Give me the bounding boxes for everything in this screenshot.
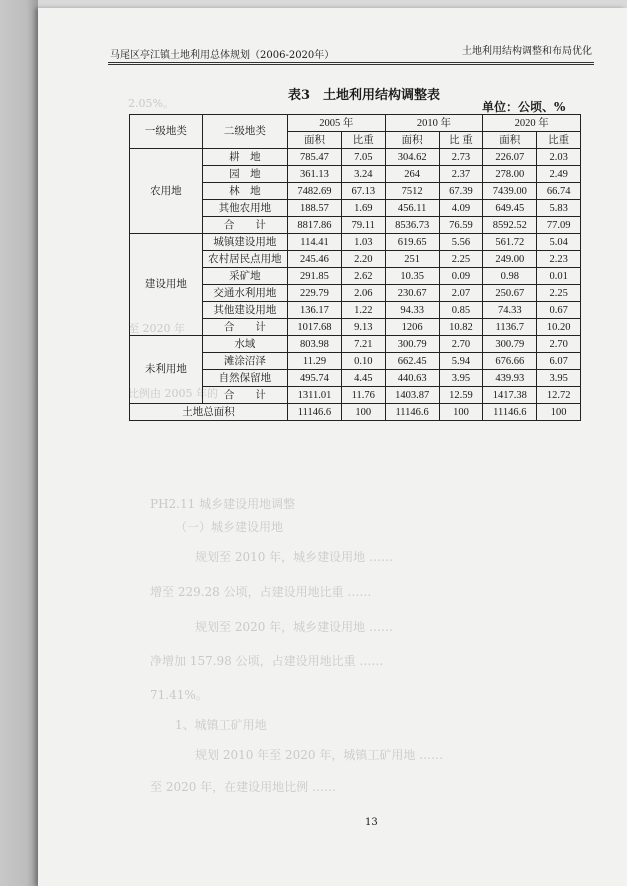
table-row bbox=[130, 336, 581, 353]
ratio-cell: 3.24 bbox=[341, 166, 385, 183]
ratio-cell: 0.09 bbox=[439, 268, 483, 285]
ratio-cell: 3.95 bbox=[439, 370, 483, 387]
ratio-cell: 67.39 bbox=[439, 183, 483, 200]
header-area-2020: 面积 bbox=[483, 132, 537, 149]
ratio-cell: 2.03 bbox=[537, 149, 581, 166]
ratio-cell: 76.59 bbox=[439, 217, 483, 234]
area-cell: 1403.87 bbox=[385, 387, 439, 404]
area-cell: 1311.01 bbox=[287, 387, 341, 404]
ratio-cell: 2.37 bbox=[439, 166, 483, 183]
ratio-cell: 2.06 bbox=[341, 285, 385, 302]
ratio-cell: 4.09 bbox=[439, 200, 483, 217]
total-ratio-cell: 100 bbox=[537, 404, 581, 421]
bleed-through-text: 净增加 157.98 公顷，占建设用地比重 …… bbox=[150, 654, 384, 668]
area-cell: 136.17 bbox=[287, 302, 341, 319]
ratio-cell: 9.13 bbox=[341, 319, 385, 336]
area-cell: 304.62 bbox=[385, 149, 439, 166]
table-unit: 单位：公顷、% bbox=[482, 100, 566, 114]
subcategory-cell: 园 地 bbox=[202, 166, 287, 183]
header-year-2010: 2010 年 bbox=[385, 115, 483, 132]
area-cell: 7439.00 bbox=[483, 183, 537, 200]
area-cell: 300.79 bbox=[483, 336, 537, 353]
bleed-through-text: 至 2020 年，在建设用地比例 …… bbox=[150, 780, 336, 794]
bleed-through-text: 规划 2010 年至 2020 年，城镇工矿用地 …… bbox=[195, 748, 444, 762]
area-cell: 278.00 bbox=[483, 166, 537, 183]
area-cell: 10.35 bbox=[385, 268, 439, 285]
ratio-cell: 7.05 bbox=[341, 149, 385, 166]
ratio-cell: 0.01 bbox=[537, 268, 581, 285]
bleed-through-text: PH2.11 城乡建设用地调整 bbox=[150, 497, 296, 511]
ratio-cell: 1.03 bbox=[341, 234, 385, 251]
ratio-cell: 6.07 bbox=[537, 353, 581, 370]
category-cell: 建设用地 bbox=[130, 234, 203, 336]
area-cell: 251 bbox=[385, 251, 439, 268]
bleed-through-text: 至 2020 年 bbox=[128, 322, 185, 335]
area-cell: 300.79 bbox=[385, 336, 439, 353]
header-ratio-2005: 比重 bbox=[341, 132, 385, 149]
subcategory-cell: 交通水利用地 bbox=[202, 285, 287, 302]
area-cell: 1136.7 bbox=[483, 319, 537, 336]
ratio-cell: 77.09 bbox=[537, 217, 581, 234]
ratio-cell: 11.76 bbox=[341, 387, 385, 404]
total-area-cell: 11146.6 bbox=[483, 404, 537, 421]
subcategory-cell: 农村居民点用地 bbox=[202, 251, 287, 268]
ratio-cell: 5.04 bbox=[537, 234, 581, 251]
area-cell: 0.98 bbox=[483, 268, 537, 285]
ratio-cell: 2.70 bbox=[537, 336, 581, 353]
ratio-cell: 2.49 bbox=[537, 166, 581, 183]
ratio-cell: 12.72 bbox=[537, 387, 581, 404]
ratio-cell: 67.13 bbox=[341, 183, 385, 200]
page-header bbox=[110, 42, 592, 62]
bleed-through-text: 1、城镇工矿用地 bbox=[175, 718, 267, 732]
subcategory-cell: 其他建设用地 bbox=[202, 302, 287, 319]
bleed-through-text: 2.05%。 bbox=[128, 97, 174, 110]
total-ratio-cell: 100 bbox=[439, 404, 483, 421]
subcategory-cell: 采矿地 bbox=[202, 268, 287, 285]
bleed-through-text: 规划至 2020 年，城乡建设用地 …… bbox=[195, 620, 393, 634]
area-cell: 439.93 bbox=[483, 370, 537, 387]
area-cell: 230.67 bbox=[385, 285, 439, 302]
page-binding-shadow bbox=[0, 0, 38, 886]
bleed-through-text: （一）城乡建设用地 bbox=[175, 520, 284, 534]
ratio-cell: 0.85 bbox=[439, 302, 483, 319]
ratio-cell: 79.11 bbox=[341, 217, 385, 234]
area-cell: 361.13 bbox=[287, 166, 341, 183]
area-cell: 456.11 bbox=[385, 200, 439, 217]
ratio-cell: 1.22 bbox=[341, 302, 385, 319]
total-ratio-cell: 100 bbox=[341, 404, 385, 421]
area-cell: 495.74 bbox=[287, 370, 341, 387]
area-cell: 291.85 bbox=[287, 268, 341, 285]
subcategory-cell: 合 计 bbox=[202, 217, 287, 234]
header-rule bbox=[108, 62, 594, 65]
subcategory-cell: 耕 地 bbox=[202, 149, 287, 166]
ratio-cell: 5.56 bbox=[439, 234, 483, 251]
total-label: 土地总面积 bbox=[130, 404, 288, 421]
ratio-cell: 0.67 bbox=[537, 302, 581, 319]
area-cell: 785.47 bbox=[287, 149, 341, 166]
area-cell: 619.65 bbox=[385, 234, 439, 251]
subcategory-cell: 其他农用地 bbox=[202, 200, 287, 217]
area-cell: 74.33 bbox=[483, 302, 537, 319]
table-title: 表3 土地利用结构调整表 bbox=[288, 88, 441, 103]
area-cell: 11.29 bbox=[287, 353, 341, 370]
area-cell: 7512 bbox=[385, 183, 439, 200]
table-row bbox=[130, 149, 581, 166]
area-cell: 114.41 bbox=[287, 234, 341, 251]
subcategory-cell: 合 计 bbox=[202, 387, 287, 404]
area-cell: 7482.69 bbox=[287, 183, 341, 200]
ratio-cell: 5.94 bbox=[439, 353, 483, 370]
ratio-cell: 10.20 bbox=[537, 319, 581, 336]
category-cell: 未利用地 bbox=[130, 336, 203, 404]
area-cell: 561.72 bbox=[483, 234, 537, 251]
header-ratio-2020: 比重 bbox=[537, 132, 581, 149]
subcategory-cell: 水域 bbox=[202, 336, 287, 353]
category-cell: 农用地 bbox=[130, 149, 203, 234]
area-cell: 662.45 bbox=[385, 353, 439, 370]
header-document-title: 马尾区亭江镇土地利用总体规划（2006-2020年） bbox=[110, 50, 335, 61]
area-cell: 8536.73 bbox=[385, 217, 439, 234]
area-cell: 649.45 bbox=[483, 200, 537, 217]
area-cell: 264 bbox=[385, 166, 439, 183]
ratio-cell: 2.07 bbox=[439, 285, 483, 302]
header-area-2005: 面积 bbox=[287, 132, 341, 149]
header-level2: 二级地类 bbox=[202, 115, 287, 149]
ratio-cell: 2.70 bbox=[439, 336, 483, 353]
page-number: 13 bbox=[365, 817, 378, 828]
total-area-cell: 11146.6 bbox=[385, 404, 439, 421]
ratio-cell: 10.82 bbox=[439, 319, 483, 336]
ratio-cell: 0.10 bbox=[341, 353, 385, 370]
bleed-through-text: 比例由 2005 年的 bbox=[128, 387, 218, 400]
area-cell: 249.00 bbox=[483, 251, 537, 268]
header-year-2020: 2020 年 bbox=[483, 115, 581, 132]
ratio-cell: 2.62 bbox=[341, 268, 385, 285]
ratio-cell: 2.23 bbox=[537, 251, 581, 268]
ratio-cell: 5.83 bbox=[537, 200, 581, 217]
header-level1: 一级地类 bbox=[130, 115, 203, 149]
total-row bbox=[130, 404, 581, 421]
ratio-cell: 3.95 bbox=[537, 370, 581, 387]
area-cell: 8817.86 bbox=[287, 217, 341, 234]
subcategory-cell: 合 计 bbox=[202, 319, 287, 336]
area-cell: 1017.68 bbox=[287, 319, 341, 336]
header-area-2010: 面积 bbox=[385, 132, 439, 149]
ratio-cell: 2.25 bbox=[439, 251, 483, 268]
area-cell: 226.07 bbox=[483, 149, 537, 166]
area-cell: 440.63 bbox=[385, 370, 439, 387]
ratio-cell: 4.45 bbox=[341, 370, 385, 387]
subcategory-cell: 城镇建设用地 bbox=[202, 234, 287, 251]
ratio-cell: 1.69 bbox=[341, 200, 385, 217]
area-cell: 1206 bbox=[385, 319, 439, 336]
ratio-cell: 2.73 bbox=[439, 149, 483, 166]
bleed-through-text: 71.41%。 bbox=[150, 688, 208, 702]
area-cell: 188.57 bbox=[287, 200, 341, 217]
area-cell: 676.66 bbox=[483, 353, 537, 370]
ratio-cell: 2.20 bbox=[341, 251, 385, 268]
subcategory-cell: 滩涂沼泽 bbox=[202, 353, 287, 370]
total-area-cell: 11146.6 bbox=[287, 404, 341, 421]
area-cell: 94.33 bbox=[385, 302, 439, 319]
header-year-2005: 2005 年 bbox=[287, 115, 385, 132]
area-cell: 1417.38 bbox=[483, 387, 537, 404]
header-chapter-title: 土地利用结构调整和布局优化 bbox=[462, 46, 592, 57]
bleed-through-text: 规划至 2010 年，城乡建设用地 …… bbox=[195, 550, 393, 564]
area-cell: 250.67 bbox=[483, 285, 537, 302]
area-cell: 245.46 bbox=[287, 251, 341, 268]
bleed-through-text: 增至 229.28 公顷，占建设用地比重 …… bbox=[150, 585, 372, 599]
table-row bbox=[130, 234, 581, 251]
ratio-cell: 7.21 bbox=[341, 336, 385, 353]
area-cell: 803.98 bbox=[287, 336, 341, 353]
header-ratio-2010: 比 重 bbox=[439, 132, 483, 149]
ratio-cell: 66.74 bbox=[537, 183, 581, 200]
area-cell: 8592.52 bbox=[483, 217, 537, 234]
subcategory-cell: 自然保留地 bbox=[202, 370, 287, 387]
area-cell: 229.79 bbox=[287, 285, 341, 302]
ratio-cell: 12.59 bbox=[439, 387, 483, 404]
land-use-structure-table bbox=[129, 114, 581, 421]
subcategory-cell: 林 地 bbox=[202, 183, 287, 200]
ratio-cell: 2.25 bbox=[537, 285, 581, 302]
